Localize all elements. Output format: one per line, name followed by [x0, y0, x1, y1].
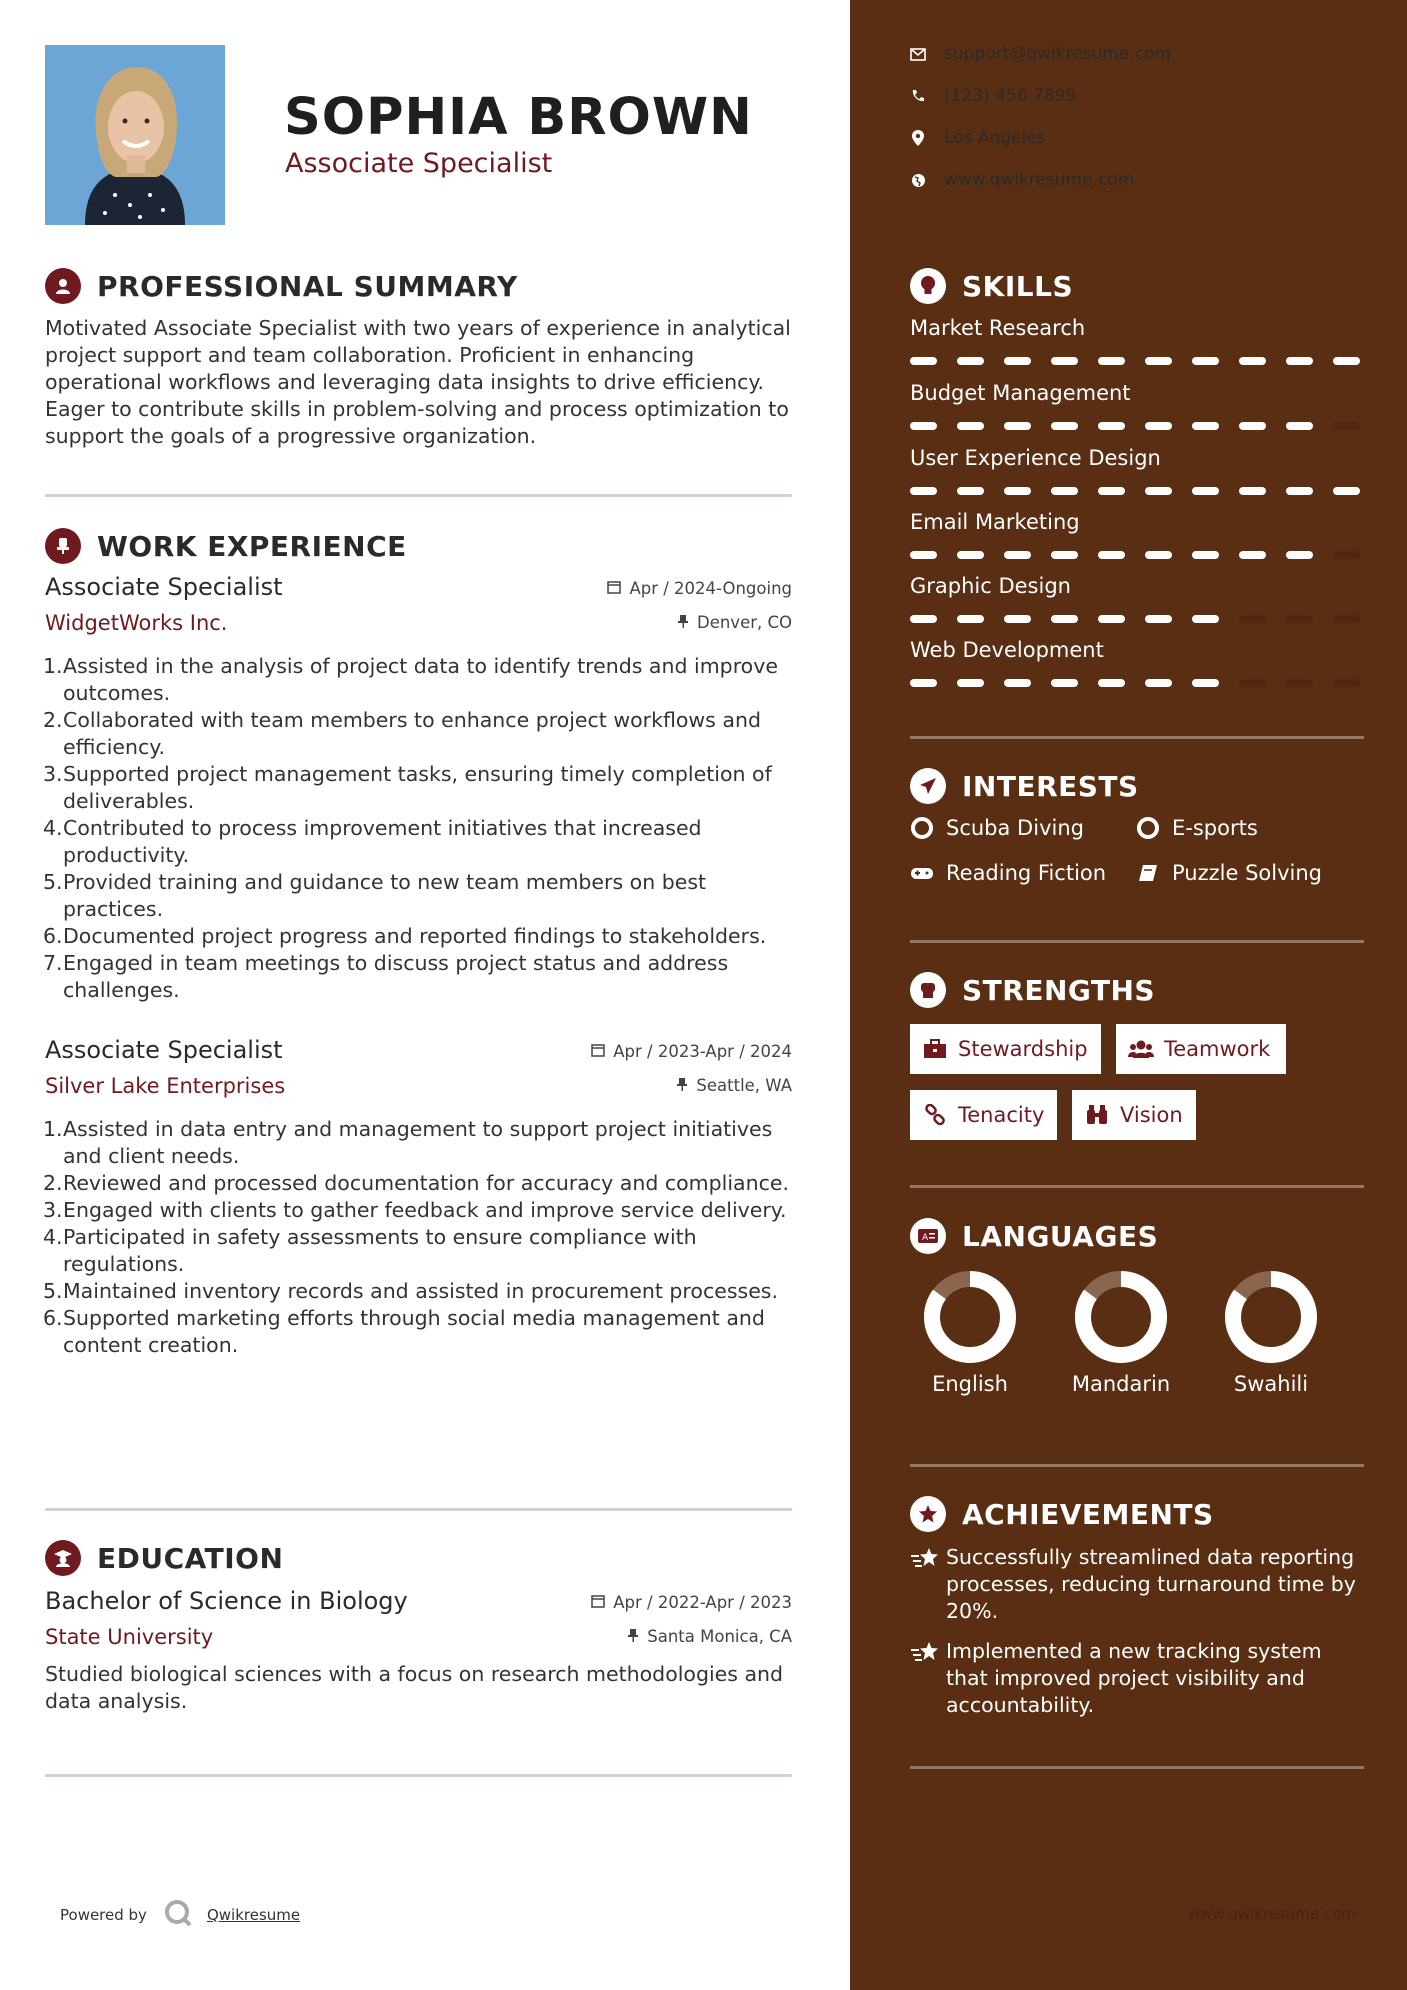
paper-plane-icon [910, 768, 946, 804]
skill-meter [910, 615, 1364, 623]
skills-title: SKILLS [962, 269, 1074, 303]
skill-dash [1051, 615, 1078, 623]
job-location: Seattle, WA [676, 1076, 792, 1095]
skill-dash [1286, 615, 1313, 623]
job-company: WidgetWorks Inc. [45, 611, 228, 635]
skill-dash [957, 615, 984, 623]
list-item: 5. Maintained inventory records and assisted in procurement processes. [43, 1279, 778, 1303]
list-item: 7. Engaged in team meetings to discuss project status and address challenges. [43, 951, 729, 1002]
skill-item [910, 446, 1364, 495]
binoculars-icon [1084, 1104, 1110, 1126]
candidate-name: SOPHIA BROWN [284, 88, 753, 147]
skill-dash [1098, 679, 1125, 687]
skill-dash [1004, 615, 1031, 623]
skill-dash [1004, 422, 1031, 430]
language-ring [923, 1270, 1017, 1364]
skill-dash [1004, 487, 1031, 495]
skill-dash [1333, 679, 1360, 687]
envelope-icon [910, 46, 926, 62]
skill-dash [910, 422, 937, 430]
skill-meter [910, 487, 1364, 495]
skills-heading [910, 268, 1073, 304]
education-entry [45, 1587, 792, 1715]
skill-item [910, 638, 1364, 687]
divider [910, 736, 1364, 739]
list-item: 3. Engaged with clients to gather feedback and improve service delivery. [43, 1198, 787, 1222]
skill-dash [1051, 487, 1078, 495]
footer [60, 1898, 300, 1932]
skill-dash [910, 551, 937, 559]
interests-title: INTERESTS [962, 769, 1139, 803]
language-ring [1224, 1270, 1318, 1364]
skill-dash [1239, 422, 1266, 430]
skill-dash [1145, 551, 1172, 559]
list-item: 2. Reviewed and processed documentation for accuracy and compliance. [43, 1171, 789, 1195]
skill-name: Web Development [910, 638, 1104, 662]
skill-dash [1192, 615, 1219, 623]
skill-dash [1192, 487, 1219, 495]
strengths-title: STRENGTHS [962, 973, 1156, 1007]
skill-meter [910, 422, 1364, 430]
school-name: State University [45, 1625, 214, 1649]
language-item [910, 1270, 1030, 1396]
divider [45, 494, 792, 497]
interest-item: E-sports [1136, 816, 1258, 840]
calendar-icon [591, 1593, 605, 1612]
strength-tag: Tenacity [910, 1090, 1057, 1140]
interest-item: Puzzle Solving [1136, 861, 1322, 885]
achievements-title: ACHIEVEMENTS [962, 1497, 1214, 1531]
candidate-role: Associate Specialist [285, 148, 553, 179]
skill-dash [1098, 487, 1125, 495]
job-date: Apr / 2024-Ongoing [607, 579, 792, 598]
list-item: 6. Supported marketing efforts through social media management and content creation. [43, 1306, 765, 1357]
list-item: 5. Provided training and guidance to new team members on best practices. [43, 870, 707, 921]
skill-dash [1145, 487, 1172, 495]
fist-icon [910, 972, 946, 1008]
skill-dash [1286, 422, 1313, 430]
skill-dash [1239, 679, 1266, 687]
skill-dash [1333, 357, 1360, 365]
contact-phone[interactable]: (123) 456 7899 [910, 86, 1076, 106]
skill-dash [1145, 422, 1172, 430]
strength-tag: Stewardship [910, 1024, 1101, 1074]
skill-dash [957, 357, 984, 365]
shooting-star-icon [910, 1544, 946, 1625]
job-title: Associate Specialist [45, 573, 283, 601]
skill-dash [1145, 679, 1172, 687]
skill-dash [1051, 679, 1078, 687]
skill-name: Email Marketing [910, 510, 1080, 534]
summary-text: Motivated Associate Specialist with two years of experience in analytical project support and team collaboration. Proficient in enhancing operational workflows and leveraging data insights to drive efficiency. Eager to contribute skills in problem-solving and process optimization to support the goals of a progressive organization. [45, 316, 791, 448]
achievement-item: Successfully streamlined data reporting processes, reducing turnaround time by 20%. [910, 1544, 1364, 1625]
skill-dash [1051, 357, 1078, 365]
skill-dash [1004, 357, 1031, 365]
skill-name: Budget Management [910, 381, 1131, 405]
briefcase-icon [922, 1038, 948, 1060]
job-location: Denver, CO [677, 613, 792, 632]
job-title: Associate Specialist [45, 1036, 283, 1064]
lifebuoy-icon [1136, 816, 1160, 840]
skill-meter [910, 551, 1364, 559]
skill-item [910, 574, 1364, 623]
skill-meter [910, 679, 1364, 687]
skill-dash [1051, 422, 1078, 430]
skill-dash [1098, 615, 1125, 623]
skill-name: Market Research [910, 316, 1086, 340]
skill-dash [1333, 551, 1360, 559]
languages-title: LANGUAGES [962, 1219, 1159, 1253]
skill-dash [1239, 615, 1266, 623]
education-title: EDUCATION [97, 1541, 284, 1575]
language-name: English [932, 1372, 1008, 1396]
work-heading [45, 528, 407, 564]
skill-item [910, 381, 1364, 430]
language-name: Swahili [1233, 1372, 1309, 1396]
user-icon [45, 268, 81, 304]
divider [910, 1766, 1364, 1769]
languages-heading [910, 1218, 1158, 1254]
skill-dash [1239, 487, 1266, 495]
skill-dash [1098, 551, 1125, 559]
qwikresume-logo-icon [163, 1898, 193, 1932]
strengths-heading [910, 972, 1155, 1008]
education-heading [45, 1540, 283, 1576]
list-item: 2. Collaborated with team members to enhance project workflows and efficiency. [43, 708, 761, 759]
skill-dash [1192, 422, 1219, 430]
lifebuoy-icon [910, 816, 934, 840]
education-location: Santa Monica, CA [627, 1627, 792, 1646]
skill-dash [1333, 487, 1360, 495]
calendar-icon [591, 1042, 605, 1061]
summary-heading [45, 268, 518, 304]
divider [45, 1774, 792, 1777]
list-item: 1. Assisted in data entry and management to support project initiatives and client needs. [43, 1117, 773, 1168]
shooting-star-icon [910, 1638, 946, 1719]
skill-dash [957, 487, 984, 495]
skill-dash [1004, 679, 1031, 687]
pin-icon [677, 613, 689, 632]
skill-dash [1192, 551, 1219, 559]
language-name: Mandarin [1071, 1372, 1171, 1396]
skill-dash [910, 615, 937, 623]
watermark: www.qwikresume.com [1188, 1905, 1356, 1923]
skill-dash [910, 357, 937, 365]
skill-dash [1145, 615, 1172, 623]
strength-tag: Teamwork [1116, 1024, 1286, 1074]
divider [910, 1464, 1364, 1467]
star-badge-icon [910, 1496, 946, 1532]
job-entry [45, 1036, 792, 1359]
profile-photo [45, 45, 225, 225]
contact-location: Los Angeles [910, 128, 1046, 148]
list-item: 4. Participated in safety assessments to ensure compliance with regulations. [43, 1225, 697, 1276]
list-item: 6. Documented project progress and reported findings to stakeholders. [43, 924, 767, 948]
list-item: 3. Supported project management tasks, ensuring timely completion of deliverables. [43, 762, 772, 813]
job-company: Silver Lake Enterprises [45, 1074, 286, 1098]
list-item: 4. Contributed to process improvement initiatives that increased productivity. [43, 816, 702, 867]
skill-dash [1098, 357, 1125, 365]
skill-dash [1239, 357, 1266, 365]
skill-item [910, 316, 1364, 365]
skill-dash [1004, 551, 1031, 559]
skill-dash [910, 679, 937, 687]
map-pin-icon [910, 130, 926, 146]
interest-item: Reading Fiction [910, 861, 1106, 885]
skill-dash [1333, 422, 1360, 430]
phone-icon [910, 88, 926, 104]
degree-title: Bachelor of Science in Biology [45, 1587, 408, 1615]
work-title: WORK EXPERIENCE [97, 529, 407, 563]
skill-dash [1192, 679, 1219, 687]
divider [910, 940, 1364, 943]
graduate-icon [45, 1540, 81, 1576]
summary-title: PROFESSIONAL SUMMARY [97, 269, 518, 303]
skill-dash [1286, 679, 1313, 687]
skill-dash [957, 551, 984, 559]
skill-dash [1286, 357, 1313, 365]
skill-dash [1145, 357, 1172, 365]
skill-dash [910, 487, 937, 495]
job-date: Apr / 2023-Apr / 2024 [591, 1042, 792, 1061]
contact-email[interactable]: support@qwikresume.com [910, 44, 1171, 64]
achievements-heading [910, 1496, 1214, 1532]
gamepad-icon [910, 861, 934, 885]
contact-website[interactable]: www.qwikresume.com [910, 170, 1134, 190]
pin-icon [627, 1627, 639, 1646]
interest-item: Scuba Diving [910, 816, 1084, 840]
skill-dash [1333, 615, 1360, 623]
skill-dash [1051, 551, 1078, 559]
brand-link[interactable]: Qwikresume [206, 1906, 301, 1924]
language-item [1061, 1270, 1181, 1396]
language-icon [910, 1218, 946, 1254]
skill-dash [1098, 422, 1125, 430]
divider [910, 1185, 1364, 1188]
skill-dash [1286, 487, 1313, 495]
strength-tag: Vision [1072, 1090, 1196, 1140]
users-icon [1128, 1038, 1154, 1060]
powered-by-label: Powered by [60, 1906, 147, 1924]
achievement-item: Implemented a new tracking system that improved project visibility and accountability. [910, 1638, 1364, 1719]
job-bullets [45, 653, 792, 1004]
calendar-icon [607, 579, 621, 598]
job-entry [45, 573, 792, 1004]
book-icon [1136, 861, 1160, 885]
link-icon [922, 1104, 948, 1126]
lightbulb-icon [910, 268, 946, 304]
skill-name: User Experience Design [910, 446, 1161, 470]
language-ring [1074, 1270, 1168, 1364]
pin-icon [676, 1076, 688, 1095]
education-description: Studied biological sciences with a focus on research methodologies and data analysis. [45, 1662, 784, 1713]
skill-dash [957, 679, 984, 687]
divider [45, 1508, 792, 1511]
interests-heading [910, 768, 1139, 804]
skill-dash [1239, 551, 1266, 559]
globe-icon [910, 172, 926, 188]
language-item [1211, 1270, 1331, 1396]
skill-dash [1192, 357, 1219, 365]
skill-item [910, 510, 1364, 559]
job-bullets [45, 1116, 792, 1359]
education-date: Apr / 2022-Apr / 2023 [591, 1593, 792, 1612]
skill-meter [910, 357, 1364, 365]
skill-name: Graphic Design [910, 574, 1071, 598]
svg-text:A: A [922, 1233, 929, 1243]
list-item: 1. Assisted in the analysis of project data to identify trends and improve outcomes. [43, 654, 778, 705]
chair-icon [45, 528, 81, 564]
skill-dash [1286, 551, 1313, 559]
skill-dash [957, 422, 984, 430]
